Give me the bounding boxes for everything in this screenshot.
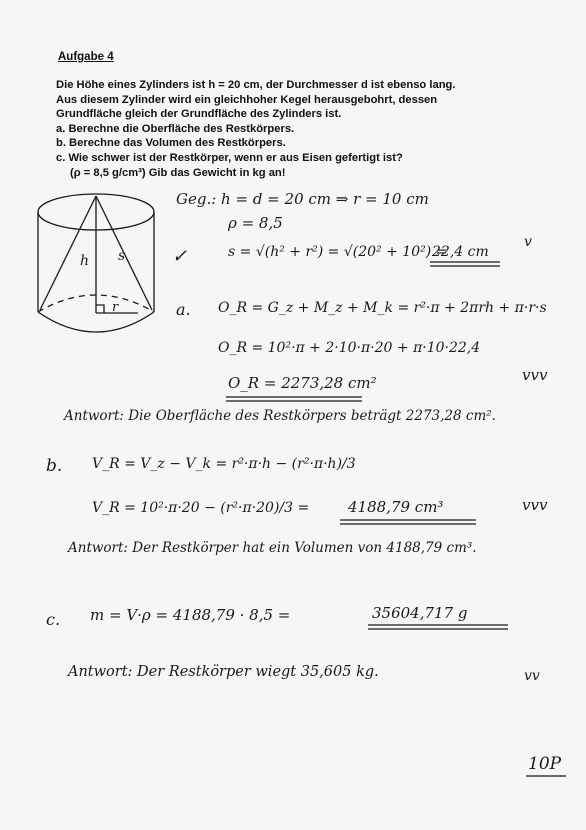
right-angle-mark (96, 305, 104, 313)
b-result: 4188,79 cm³ (348, 498, 444, 516)
a-formula-line: O_R = G_z + M_z + M_k = r²·π + 2πrh + π·r·s (218, 300, 547, 316)
s-result: 22,4 cm (432, 244, 489, 260)
b-formula-line: V_R = V_z − V_k = r²·π·h − (r²·π·h)/3 (92, 456, 356, 472)
part-c-label: c. (46, 610, 61, 629)
task-line: Aus diesem Zylinder wird ein gleichhoher Kegel herausgebohrt, dessen (56, 93, 438, 106)
c-result: 35604,717 g (372, 604, 468, 622)
cylinder-base-front (38, 312, 154, 332)
label-s: s (118, 248, 126, 264)
task-line: b. Berechne das Volumen des Restkörpers. (56, 137, 286, 150)
total-score: 10P (528, 754, 562, 774)
score-mark-a: vvv (522, 366, 548, 384)
part-b-label: b. (46, 456, 63, 476)
task-line: Grundfläche gleich der Grundfläche des Zylinders ist. (56, 108, 342, 121)
c-answer: Antwort: Der Restkörper wiegt 35,605 kg. (68, 664, 379, 680)
task-title: Aufgabe 4 (58, 51, 114, 63)
task-line: (ρ = 8,5 g/cm³) Gib das Gewicht in kg an! (70, 166, 286, 179)
score-mark-s: v (524, 234, 532, 250)
label-h: h (80, 253, 90, 269)
b-answer: Antwort: Der Restkörper hat ein Volumen von 4188,79 cm³. (68, 540, 477, 556)
task-line: Die Höhe eines Zylinders ist h = 20 cm, der Durchmesser d ist ebenso lang. (56, 79, 456, 91)
score-mark-b: vvv (522, 496, 548, 514)
score-mark-c: vv (524, 668, 540, 684)
c-formula-line: m = V·ρ = 4188,79 · 8,5 = (90, 606, 291, 624)
s-formula: s = √(h² + r²) = √(20² + 10²) = (228, 244, 448, 260)
a-result: O_R = 2273,28 cm² (228, 374, 377, 392)
density-line: ρ = 8,5 (228, 214, 283, 232)
task-line: a. Berechne die Oberfläche des Restkörpers. (56, 122, 295, 135)
a-substitution-line: O_R = 10²·π + 2·10·π·20 + π·10·22,4 (218, 340, 481, 356)
b-substitution-line: V_R = 10²·π·20 − (r²·π·20)/3 = (92, 500, 310, 516)
a-answer: Antwort: Die Oberfläche des Restkörpers beträgt 2273,28 cm². (64, 408, 496, 424)
label-r: r (112, 300, 119, 315)
given-line: Geg.: h = d = 20 cm ⇒ r = 10 cm (176, 190, 429, 208)
part-a-label: a. (176, 300, 191, 319)
check-mark: ✓ (172, 246, 188, 267)
task-line: c. Wie schwer ist der Restkörper, wenn er aus Eisen gefertigt ist? (56, 151, 403, 164)
